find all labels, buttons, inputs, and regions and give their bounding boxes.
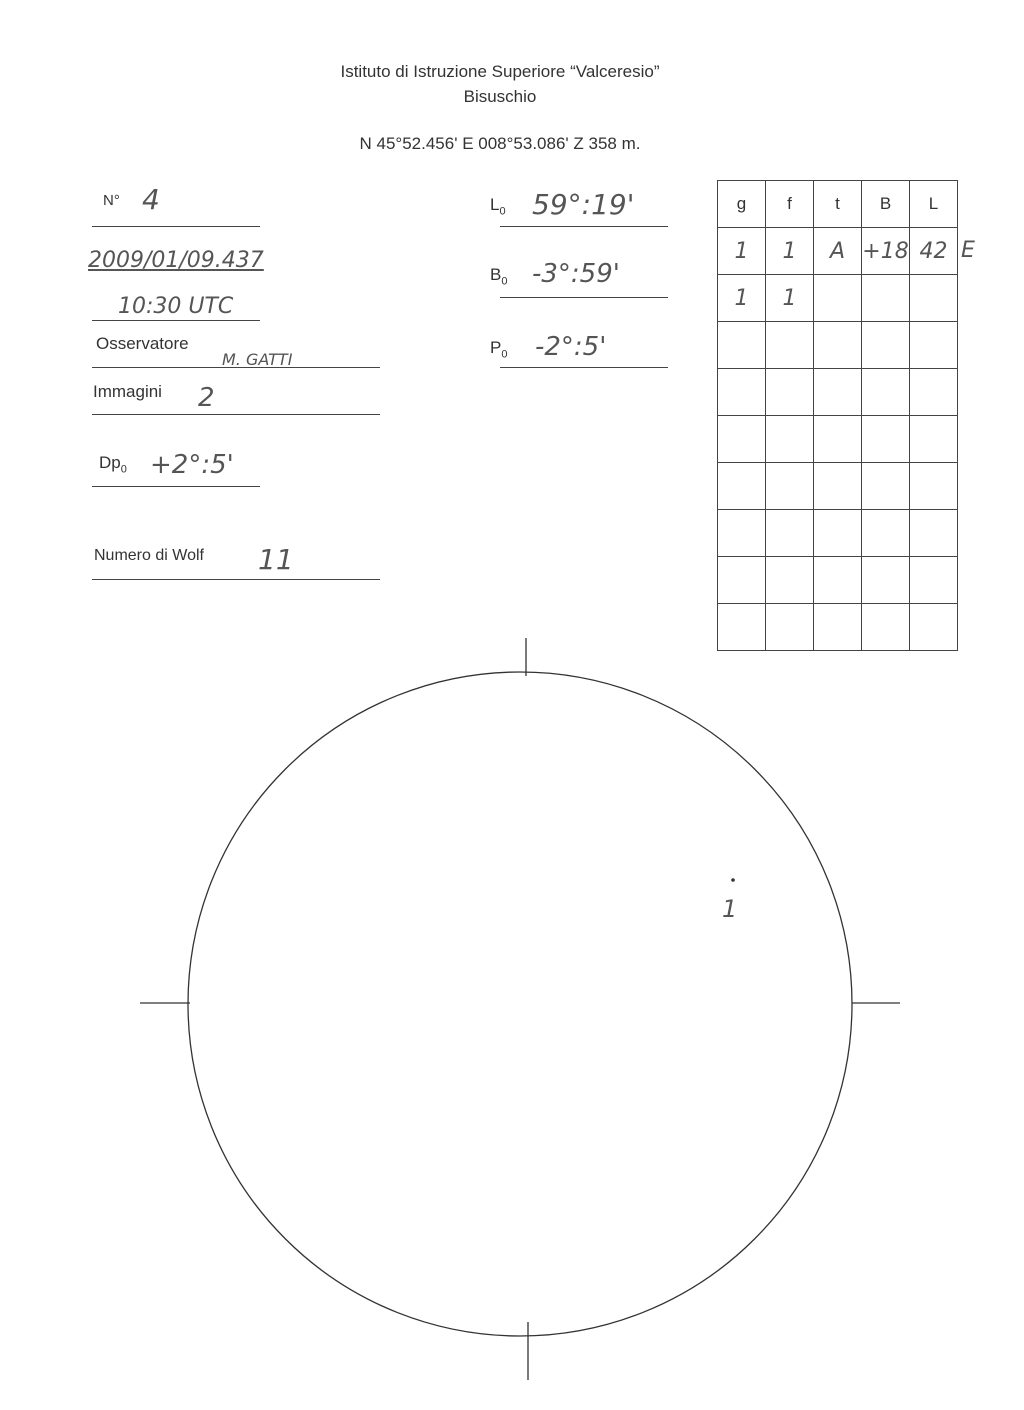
images-label: Immagini bbox=[93, 382, 162, 401]
institute-name: Istituto di Istruzione Superiore “Valceresio” bbox=[340, 62, 660, 81]
town-name: Bisuschio bbox=[463, 87, 537, 106]
row-note: E bbox=[961, 238, 975, 263]
dp0-value: +2°:5' bbox=[150, 450, 234, 480]
table-cell: 1 bbox=[718, 228, 766, 275]
l0-label: $L_0$ bbox=[490, 195, 506, 218]
table-cell: 1 bbox=[718, 275, 766, 322]
solar-disk-circle bbox=[188, 672, 852, 1336]
b0-value: -3°:59' bbox=[532, 259, 620, 289]
p0-label: $P_0$ bbox=[490, 338, 508, 361]
sunspot-group-label: 1 bbox=[722, 895, 738, 923]
table-cell: 42 bbox=[910, 228, 958, 275]
table-cell: 1 bbox=[766, 228, 814, 275]
wolf-label: Numero di Wolf bbox=[94, 547, 204, 564]
images-value: 2 bbox=[198, 383, 215, 413]
l0-value: 59°:19' bbox=[532, 188, 635, 221]
column-header: L bbox=[910, 181, 958, 228]
column-header: B bbox=[862, 181, 910, 228]
observer-value: M. GATTI bbox=[222, 350, 293, 369]
b0-label: $B_0$ bbox=[490, 265, 508, 288]
wolf-value: 11 bbox=[258, 543, 294, 576]
number-value: 4 bbox=[142, 183, 160, 216]
table-cell: +18 bbox=[862, 228, 910, 275]
observer-label: Osservatore bbox=[96, 334, 189, 353]
time-value: 10:30 UTC bbox=[118, 294, 234, 319]
table-cell: 1 bbox=[766, 275, 814, 322]
date-value: 2009/01/09.437 bbox=[88, 248, 264, 273]
column-header: f bbox=[766, 181, 814, 228]
column-header: g bbox=[718, 181, 766, 228]
number-label: N° bbox=[103, 192, 120, 209]
dp0-label: $Dp_0$ bbox=[99, 453, 127, 476]
table-cell: A bbox=[814, 228, 862, 275]
column-header: t bbox=[814, 181, 862, 228]
p0-value: -2°:5' bbox=[535, 332, 607, 362]
sunspot-dot bbox=[731, 878, 735, 882]
observatory-coordinates: N 45°52.456' E 008°53.086' Z 358 m. bbox=[359, 134, 641, 153]
